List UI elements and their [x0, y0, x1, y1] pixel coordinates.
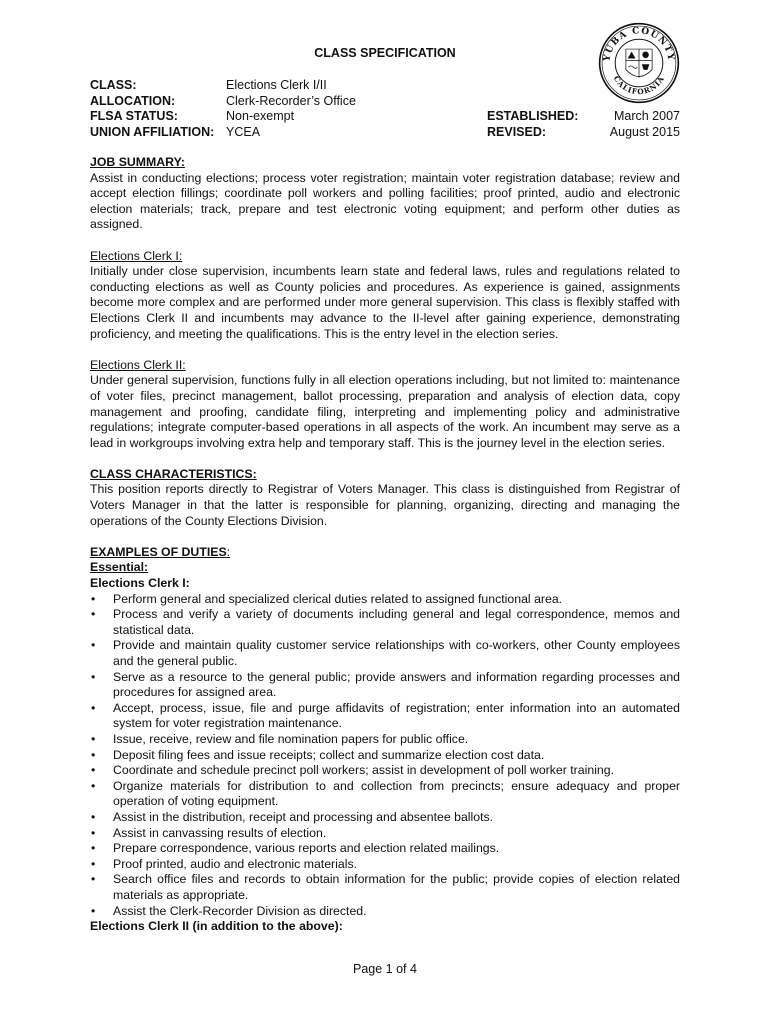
duty-item: • Assist in canvassing results of election.	[90, 826, 680, 842]
header-values	[226, 78, 356, 140]
essential-heading: Essential:	[90, 560, 149, 575]
characteristics-heading: CLASS CHARACTERISTICS:	[90, 466, 257, 481]
duty-item: • Organize materials for distribution to and collection from precincts; ensure adequacy and proper operation of voting equipment.	[90, 779, 680, 810]
duties-clerk2-heading: Elections Clerk II (in addition to the above):	[90, 919, 343, 934]
duty-item: • Search office files and records to obtain information for the public; provide copies of election related materials as appropriate.	[90, 872, 680, 903]
duty-item: • Perform general and specialized clerical duties related to assigned functional area.	[90, 592, 680, 608]
revised-value: August 2015	[609, 124, 680, 139]
flsa-value: Non-exempt	[226, 109, 295, 123]
seal-top-text: YUBA COUNTY	[602, 26, 676, 63]
duty-item: • Issue, receive, review and file nomination papers for public office.	[90, 732, 680, 748]
duties-heading-line	[90, 545, 680, 561]
county-seal-icon	[598, 22, 680, 104]
duties-heading: EXAMPLES OF DUTIES	[90, 544, 227, 559]
seal-bottom-text: CALIFORNIA	[611, 74, 667, 97]
duty-item: • Accept, process, issue, file and purge affidavits of registration; enter information into an automated system for voter registration maintenance.	[90, 701, 680, 732]
duty-item: • Coordinate and schedule precinct poll workers; assist in development of poll worker training.	[90, 763, 680, 779]
duty-item: • Process and verify a variety of documents including general and legal correspondence, memos and statistical data.	[90, 607, 680, 638]
duty-item: • Assist in the distribution, receipt and processing and absentee ballots.	[90, 810, 680, 826]
duty-item: • Proof printed, audio and electronic materials.	[90, 857, 680, 873]
clerk2-text: Under general supervision, functions fully in all election operations including, but not limited to: maintenance of voter files, precinct management, ballot processing, preparation and analysis of election data, copy management and proofing, candidate filing, interpreting and implementing policy and administrative regulations; integrate computer-based operations in all aspects of the work. An incumbent may serve as a lead in workgroups involving extra help and temporary staff. This is the journey level in the election series.	[90, 373, 680, 450]
duty-item: • Serve as a resource to the general public; provide answers and information regarding processes and procedures for assigned area.	[90, 670, 680, 701]
union-value: YCEA	[226, 124, 261, 139]
job-summary-text: Assist in conducting elections; process voter registration; maintain voter registration database; review and accept election fillings; coordinate poll workers and polling facilities; proof printed, audio and electronic election materials; track, prepare and test electronic voting equipment; and perform other duties as assigned.	[90, 170, 680, 232]
document-body	[90, 155, 680, 935]
duties-clerk1-heading: Elections Clerk I:	[90, 576, 190, 591]
flsa-label: FLSA STATUS:	[90, 109, 178, 123]
allocation-value: Clerk-Recorder’s Office	[226, 93, 356, 108]
duties-heading-suffix: :	[226, 544, 231, 559]
class-label: CLASS:	[90, 78, 137, 92]
duty-item: • Prepare correspondence, various reports and election related mailings.	[90, 841, 680, 857]
established-value: March 2007	[613, 109, 680, 123]
class-value: Elections Clerk I/II	[226, 78, 327, 92]
union-label: UNION AFFILIATION:	[90, 124, 215, 139]
page-number: Page 1 of 4	[353, 962, 417, 976]
job-summary-heading: JOB SUMMARY:	[90, 155, 185, 169]
duties-list	[90, 592, 680, 919]
document-title: CLASS SPECIFICATION	[314, 46, 456, 60]
duty-item: • Provide and maintain quality customer service relationships with co-workers, other County employees and the general public.	[90, 638, 680, 669]
duty-item: • Deposit filing fees and issue receipts; collect and summarize election cost data.	[90, 748, 680, 764]
characteristics-text: This position reports directly to Registrar of Voters Manager. This class is distinguished from Registrar of Voters Manager in that the latter is responsible for planning, organizing, directing and managing the operations of the County Elections Division.	[90, 482, 680, 528]
clerk1-heading: Elections Clerk I:	[90, 248, 183, 263]
header-labels	[90, 78, 214, 140]
clerk2-heading: Elections Clerk II:	[90, 357, 186, 372]
duty-item: • Assist the Clerk-Recorder Division as directed.	[90, 904, 680, 920]
date-labels	[487, 109, 578, 140]
revised-label: REVISED:	[487, 124, 547, 139]
clerk1-text: Initially under close supervision, incumbents learn state and federal laws, rules and regulations related to conducting elections as well as County policies and procedures. As experience is gained, assignments become more complex and are performed under more general supervision. This class is flexibly staffed with Elections Clerk II and incumbents may advance to the II-level after gaining experience, demonstrating proficiency, and meeting the qualifications. This is the entry level in the election series.	[90, 264, 680, 341]
allocation-label: ALLOCATION:	[90, 93, 176, 108]
established-label: ESTABLISHED:	[487, 109, 579, 123]
date-values	[588, 109, 680, 140]
